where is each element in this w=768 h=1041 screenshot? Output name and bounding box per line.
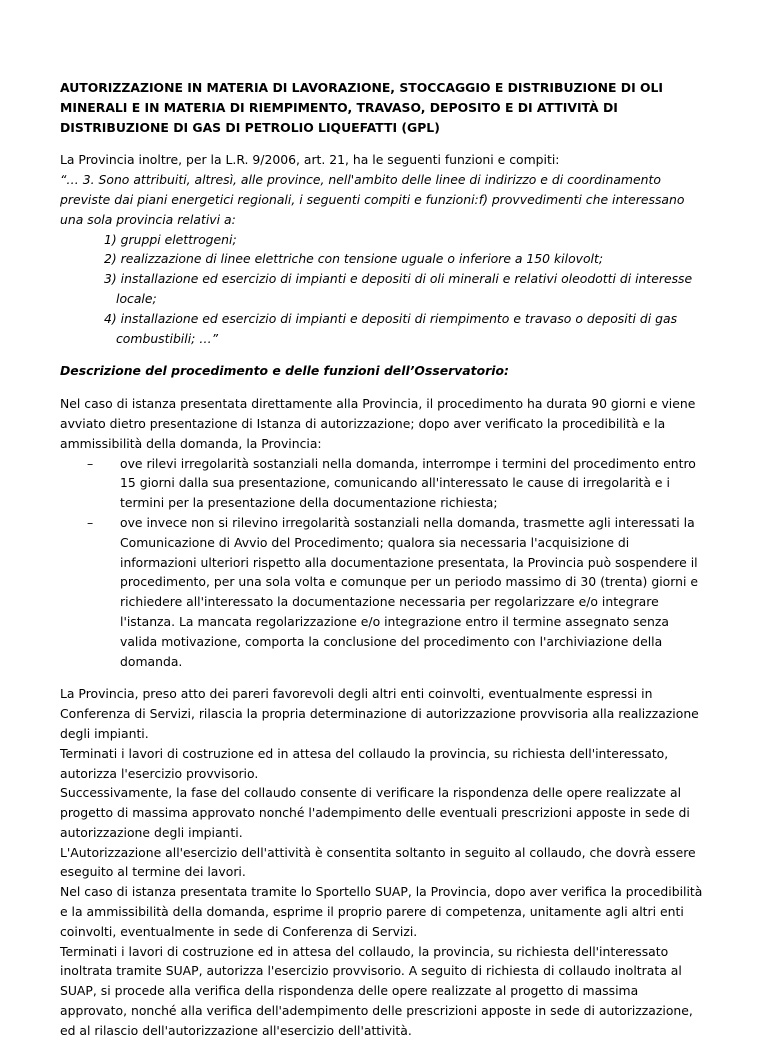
dash-item-text: ove rilevi irregolarità sostanziali nella domanda, interrompe i termini del procedimento entro 15 giorni dalla sua presentazione, comunicando all'interessato le cause di irregolarità e i termini per la presentazione della documentazione richiesta; (120, 455, 696, 511)
law-quote-item: 4) installazione ed esercizio di impianti e depositi di riempimento e travaso o depositi di gas combustibili; …” (104, 310, 678, 346)
body-paragraph: Nel caso di istanza presentata tramite lo Sportello SUAP, la Provincia, dopo aver verifica la procedibilità e la ammissibilità della domanda, esprime il proprio parere di competenza, unitamente agli altri enti coinvolti, eventualmente in sede di Conferenza di Servizi. (60, 884, 703, 939)
document-title: AUTORIZZAZIONE IN MATERIA DI LAVORAZIONE, STOCCAGGIO E DISTRIBUZIONE DI OLI MINERALI E IN MATERIA DI RIEMPIMENTO, TRAVASO, DEPOSITO E DI ATTIVITÀ DI DISTRIBUZIONE DI GAS DI PETROLIO LIQUEFATTI (GPL) (60, 80, 664, 135)
dash-bullet: – (87, 514, 94, 530)
dash-list-item (60, 454, 708, 513)
body-paragraph: Terminati i lavori di costruzione ed in attesa del collaudo, la provincia, su richiesta dell'interessato inoltrata tramite SUAP, autorizza l'esercizio provvisorio. A seguito di richiesta di collaudo inoltrata al SUAP, si procede alla verifica della rispondenza delle opere realizzate al progetto di massima approvato, nonché alla verifica dell'adempimento delle prescrizioni apposte in sede di autorizzazione, ed al rilascio dell'autorizzazione all'esercizio dell'attività. (60, 943, 693, 1038)
law-quote-item: 1) gruppi elettrogeni; (104, 231, 237, 247)
section-heading-colon: : (503, 363, 509, 379)
body-paragraph: Successivamente, la fase del collaudo consente di verificare la rispondenza delle opere realizzate al progetto di massima approvato nonché l'adempimento delle eventuali prescrizioni apposte in sede di autorizzazione degli impianti. (60, 785, 690, 840)
dash-bullet: – (87, 455, 94, 471)
law-quote-item: 2) realizzazione di linee elettriche con tensione uguale o inferiore a 150 kilovolt; (104, 251, 604, 267)
law-quote-list (60, 230, 708, 349)
dash-list-item (60, 513, 708, 671)
dash-item-text: ove invece non si rilevino irregolarità sostanziali nella domanda, trasmette agli interessati la Comunicazione di Avvio del Procedimento; qualora sia necessaria l'acquisizione di informazioni ulteriori rispetto alla documentazione presentata, la Provincia può sospendere il procedimento, per una sola volta e comunque per un periodo massimo di 30 (trenta) giorni e richiedere all'interessato la documentazione necessaria per regolarizzare e/o integrare l'istanza. La mancata regolarizzazione e/o integrazione entro il termine assegnato senza valida motivazione, comporta la conclusione del procedimento con l'archiviazione della domanda. (120, 514, 698, 669)
procedure-paragraph: Nel caso di istanza presentata direttamente alla Provincia, il procedimento ha durata 90 giorni e viene avviato dietro presentazione di Istanza di autorizzazione; dopo aver verificato la procedibilità e la ammissibilità della domanda, la Provincia: (60, 396, 696, 451)
body-paragraph: La Provincia, preso atto dei pareri favorevoli degli altri enti coinvolti, eventualmente espressi in Conferenza di Servizi, rilascia la propria determinazione di autorizzazione provvisoria alla realizzazione degli impianti. (60, 686, 699, 741)
law-quote-item: 3) installazione ed esercizio di impianti e depositi di oli minerali e relativi oleodotti di interesse locale; (104, 271, 693, 306)
procedure-dash-list (60, 454, 708, 672)
law-quote: “… 3. Sono attribuiti, altresì, alle province, nell'ambito delle linee di indirizzo e di coordinamento previste dai piani energetici regionali, i seguenti compiti e funzioni:f) provvedimenti che interessano una sola provincia relativi a: (60, 172, 685, 227)
intro-paragraph: La Provincia inoltre, per la L.R. 9/2006, art. 21, ha le seguenti funzioni e compiti: (60, 152, 560, 168)
body-paragraph: L'Autorizzazione all'esercizio dell'attività è consentita soltanto in seguito al collaudo, che dovrà essere eseguito al termine dei lavori. (60, 844, 696, 880)
section-heading (60, 361, 708, 381)
section-heading-text: Descrizione del procedimento e delle funzioni dell’Osservatorio (60, 363, 504, 379)
body-paragraph: Terminati i lavori di costruzione ed in attesa del collaudo la provincia, su richiesta dell'interessato, autorizza l'esercizio provvisorio. (60, 745, 669, 781)
paragraph-gap (60, 671, 708, 684)
